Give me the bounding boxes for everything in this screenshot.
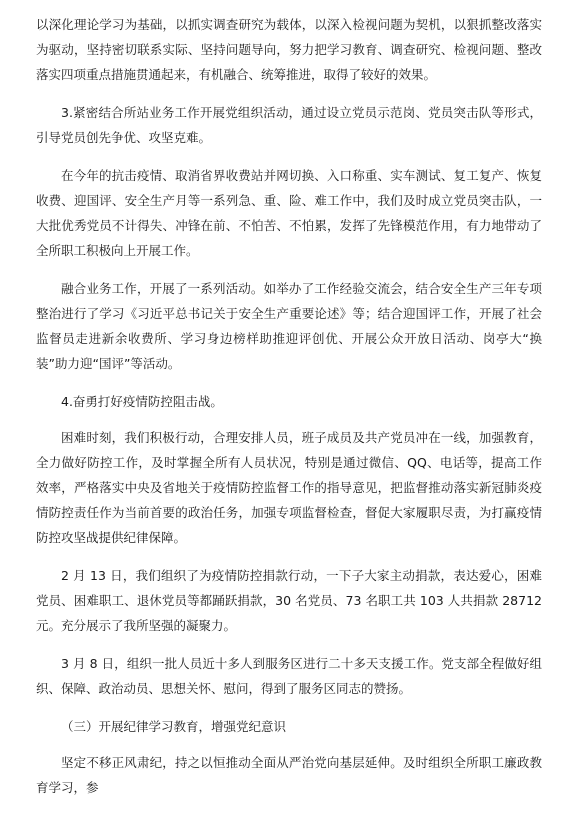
paragraph-item-4-heading: 4.奋勇打好疫情防控阻击战。 <box>61 394 223 409</box>
paragraph-discipline: 坚定不移正风肃纪，持之以恒推动全面从严治党向基层延伸。及时组织全所职工廉政教育学习，参 <box>36 755 542 795</box>
section-heading-discipline: （三）开展纪律学习教育，增强党纪意识 <box>61 719 287 734</box>
paragraph-epidemic-control: 困难时刻，我们积极行动，合理安排人员，班子成员及共产党员冲在一线，加强教育，全力做好防控工作，及时掌握全所有人员状况，特别是通过微信、QQ、电话等，提高工作效率，严格落实中央及省地关于疫情防控监督工作的指导意见，把监督推动落实新冠肺炎疫情防控责任作为当前首要的政治任务，加强专项监督检查，督促大家履职尽责，为打赢疫情防控攻坚战提供纪律保障。 <box>36 430 542 545</box>
paragraph-epidemic-commando: 在今年的抗击疫情、取消省界收费站并网切换、入口称重、实车测试、复工复产、恢复收费、迎国评、安全生产月等一系列急、重、险、难工作中，我们及时成立党员突击队，一大批优秀党员不计得失、冲锋在前、不怕苦、不怕累，发挥了先锋模范作用，有力地带动了全所职工积极向上开展工作。 <box>36 168 542 258</box>
paragraph-donation: 2 月 13 日，我们组织了为疫情防控捐款行动，一下子大家主动捐款，表达爱心，困难党员、困难职工、退休党员等都踊跃捐款，30 名党员、73 名职工共 103 人共捐款 28712 元。充分展示了我所坚强的凝聚力。 <box>36 568 542 633</box>
paragraph-item-3-heading: 3.紧密结合所站业务工作开展党组织活动，通过设立党员示范岗、党员突击队等形式，引导党员创先争优、攻坚克难。 <box>36 105 542 145</box>
paragraph-support-work: 3 月 8 日，组织一批人员近十多人到服务区进行二十多天支援工作。党支部全程做好组织、保障、政治动员、思想关怀、慰问，得到了服务区同志的赞扬。 <box>36 656 542 696</box>
paragraph-business-activities: 融合业务工作，开展了一系列活动。如举办了工作经验交流会，结合安全生产三年专项整治进行了学习《习近平总书记关于安全生产重要论述》等；结合迎国评工作，开展了社会监督员走进新余收费所、学习身边榜样助推迎评创优、开展公众开放日活动、岗亭大“换装”助力迎“国评”等活动。 <box>36 281 542 371</box>
paragraph-intro: 以深化理论学习为基础，以抓实调查研究为载体，以深入检视问题为契机，以狠抓整改落实为驱动，坚持密切联系实际、坚持问题导向，努力把学习教育、调查研究、检视问题、整改落实四项重点措施贯通起来，有机融合、统筹推进，取得了较好的效果。 <box>36 17 542 82</box>
